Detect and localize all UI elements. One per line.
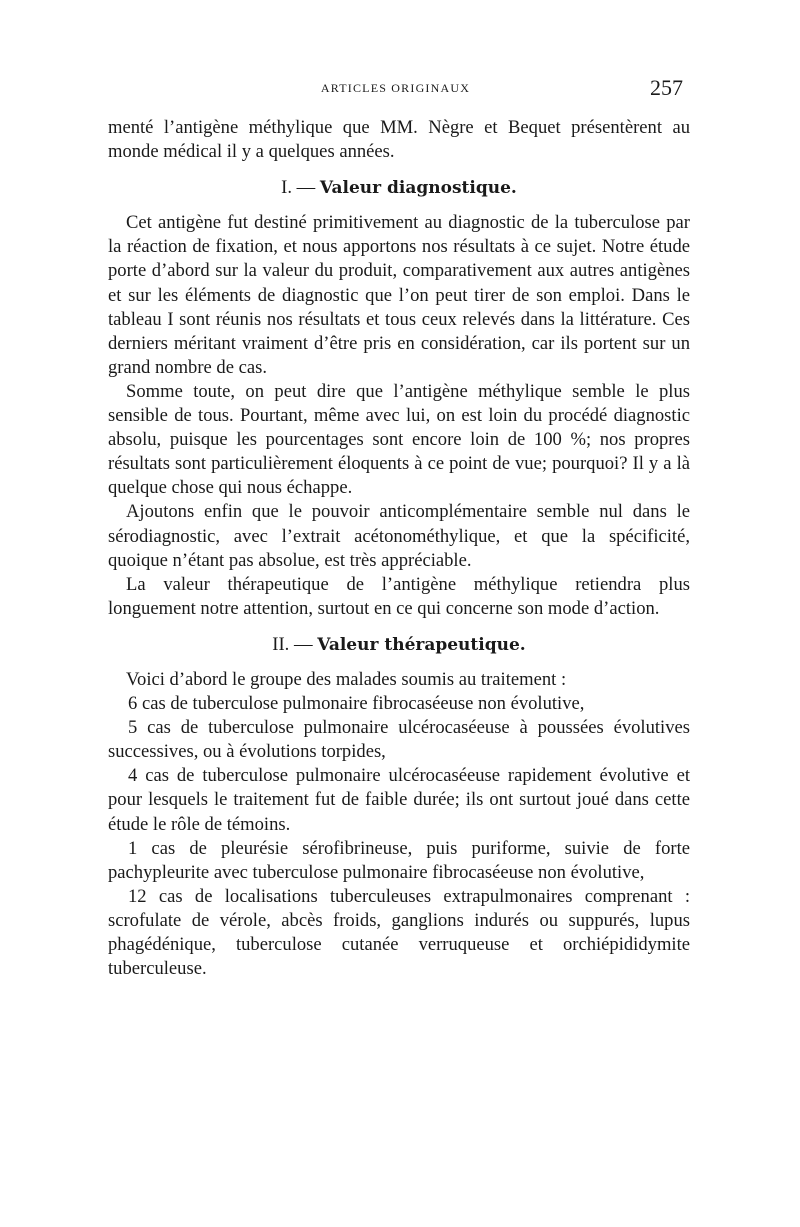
list-item: 6 cas de tuberculose pulmonaire fibrocaséeuse non évolutive,	[128, 693, 585, 715]
body-text	[108, 116, 690, 981]
paragraph: Cet antigène fut destiné primitivement au diagnostic de la tuberculose par la réaction de fixation, et nous apportons nos résultats à ce sujet. Notre étude porte d’abord sur la valeur du produit, comparativement aux autres antigènes et sur les éléments de diagnostic que l’on peut tirer de son emploi. Dans le tableau I sont réunis nos résultats et tous ceux relevés dans la littérature. Ces derniers méritant vraiment d’être pris en considération, car ils portent sur un grand nombre de cas.	[108, 212, 690, 378]
section-title: Valeur thérapeutique.	[317, 634, 526, 655]
page-number: 257	[650, 75, 683, 100]
section-number: II. —	[272, 633, 313, 655]
running-head	[108, 75, 683, 99]
paragraph: Somme toute, on peut dire que l’antigène méthylique semble le plus sensible de tous. Pourtant, même avec lui, on est loin du procédé diagnostic absolu, puisque les pourcentages sont encore loin de 100 %; nos propres résultats sont particulièrement éloquents à ce point de vue; pourquoi? Il y a là quelque chose qui nous échappe.	[108, 380, 690, 499]
paragraph: Voici d’abord le groupe des malades soumis au traitement :	[126, 668, 567, 690]
running-title: ARTICLES ORIGINAUX	[320, 81, 471, 95]
list-item: 4 cas de tuberculose pulmonaire ulcérocaséeuse rapidement évolutive et pour lesquels le traitement fut de faible durée; ils ont surtout joué dans cette étude le rôle de témoins.	[108, 765, 690, 835]
list-item: 12 cas de localisations tuberculeuses extrapulmonaires comprenant : scrofulate de vérole, abcès froids, ganglions indurés ou suppurés, lupus phagédénique, tuberculose cutanée verruqueuse et orchiépididymite tuberculeuse.	[108, 885, 690, 980]
section-number: I. —	[281, 177, 316, 199]
section-title: Valeur diagnostique.	[319, 178, 517, 199]
list-item: 1 cas de pleurésie sérofibrineuse, puis puriforme, suivie de forte pachypleurite avec tuberculose pulmonaire fibrocaséeuse non évolutive,	[108, 837, 690, 883]
paragraph: Ajoutons enfin que le pouvoir anticomplémentaire semble nul dans le sérodiagnostic, avec l’extrait acétonométhylique, et que la spécificité, quoique n’étant pas absolue, est très appréciable.	[108, 501, 690, 571]
paragraph-continuation: menté l’antigène méthylique que MM. Nègre et Bequet présentèrent au monde médical il y a quelques années.	[108, 117, 690, 163]
section-heading-therapeutic	[108, 633, 690, 657]
section-heading-diagnostic	[108, 176, 690, 200]
paragraph: La valeur thérapeutique de l’antigène méthylique retiendra plus longuement notre attention, surtout en ce qui concerne son mode d’action.	[108, 573, 690, 619]
list-item: 5 cas de tuberculose pulmonaire ulcérocaséeuse à poussées évolutives successives, ou à évolutions torpides,	[108, 717, 690, 763]
